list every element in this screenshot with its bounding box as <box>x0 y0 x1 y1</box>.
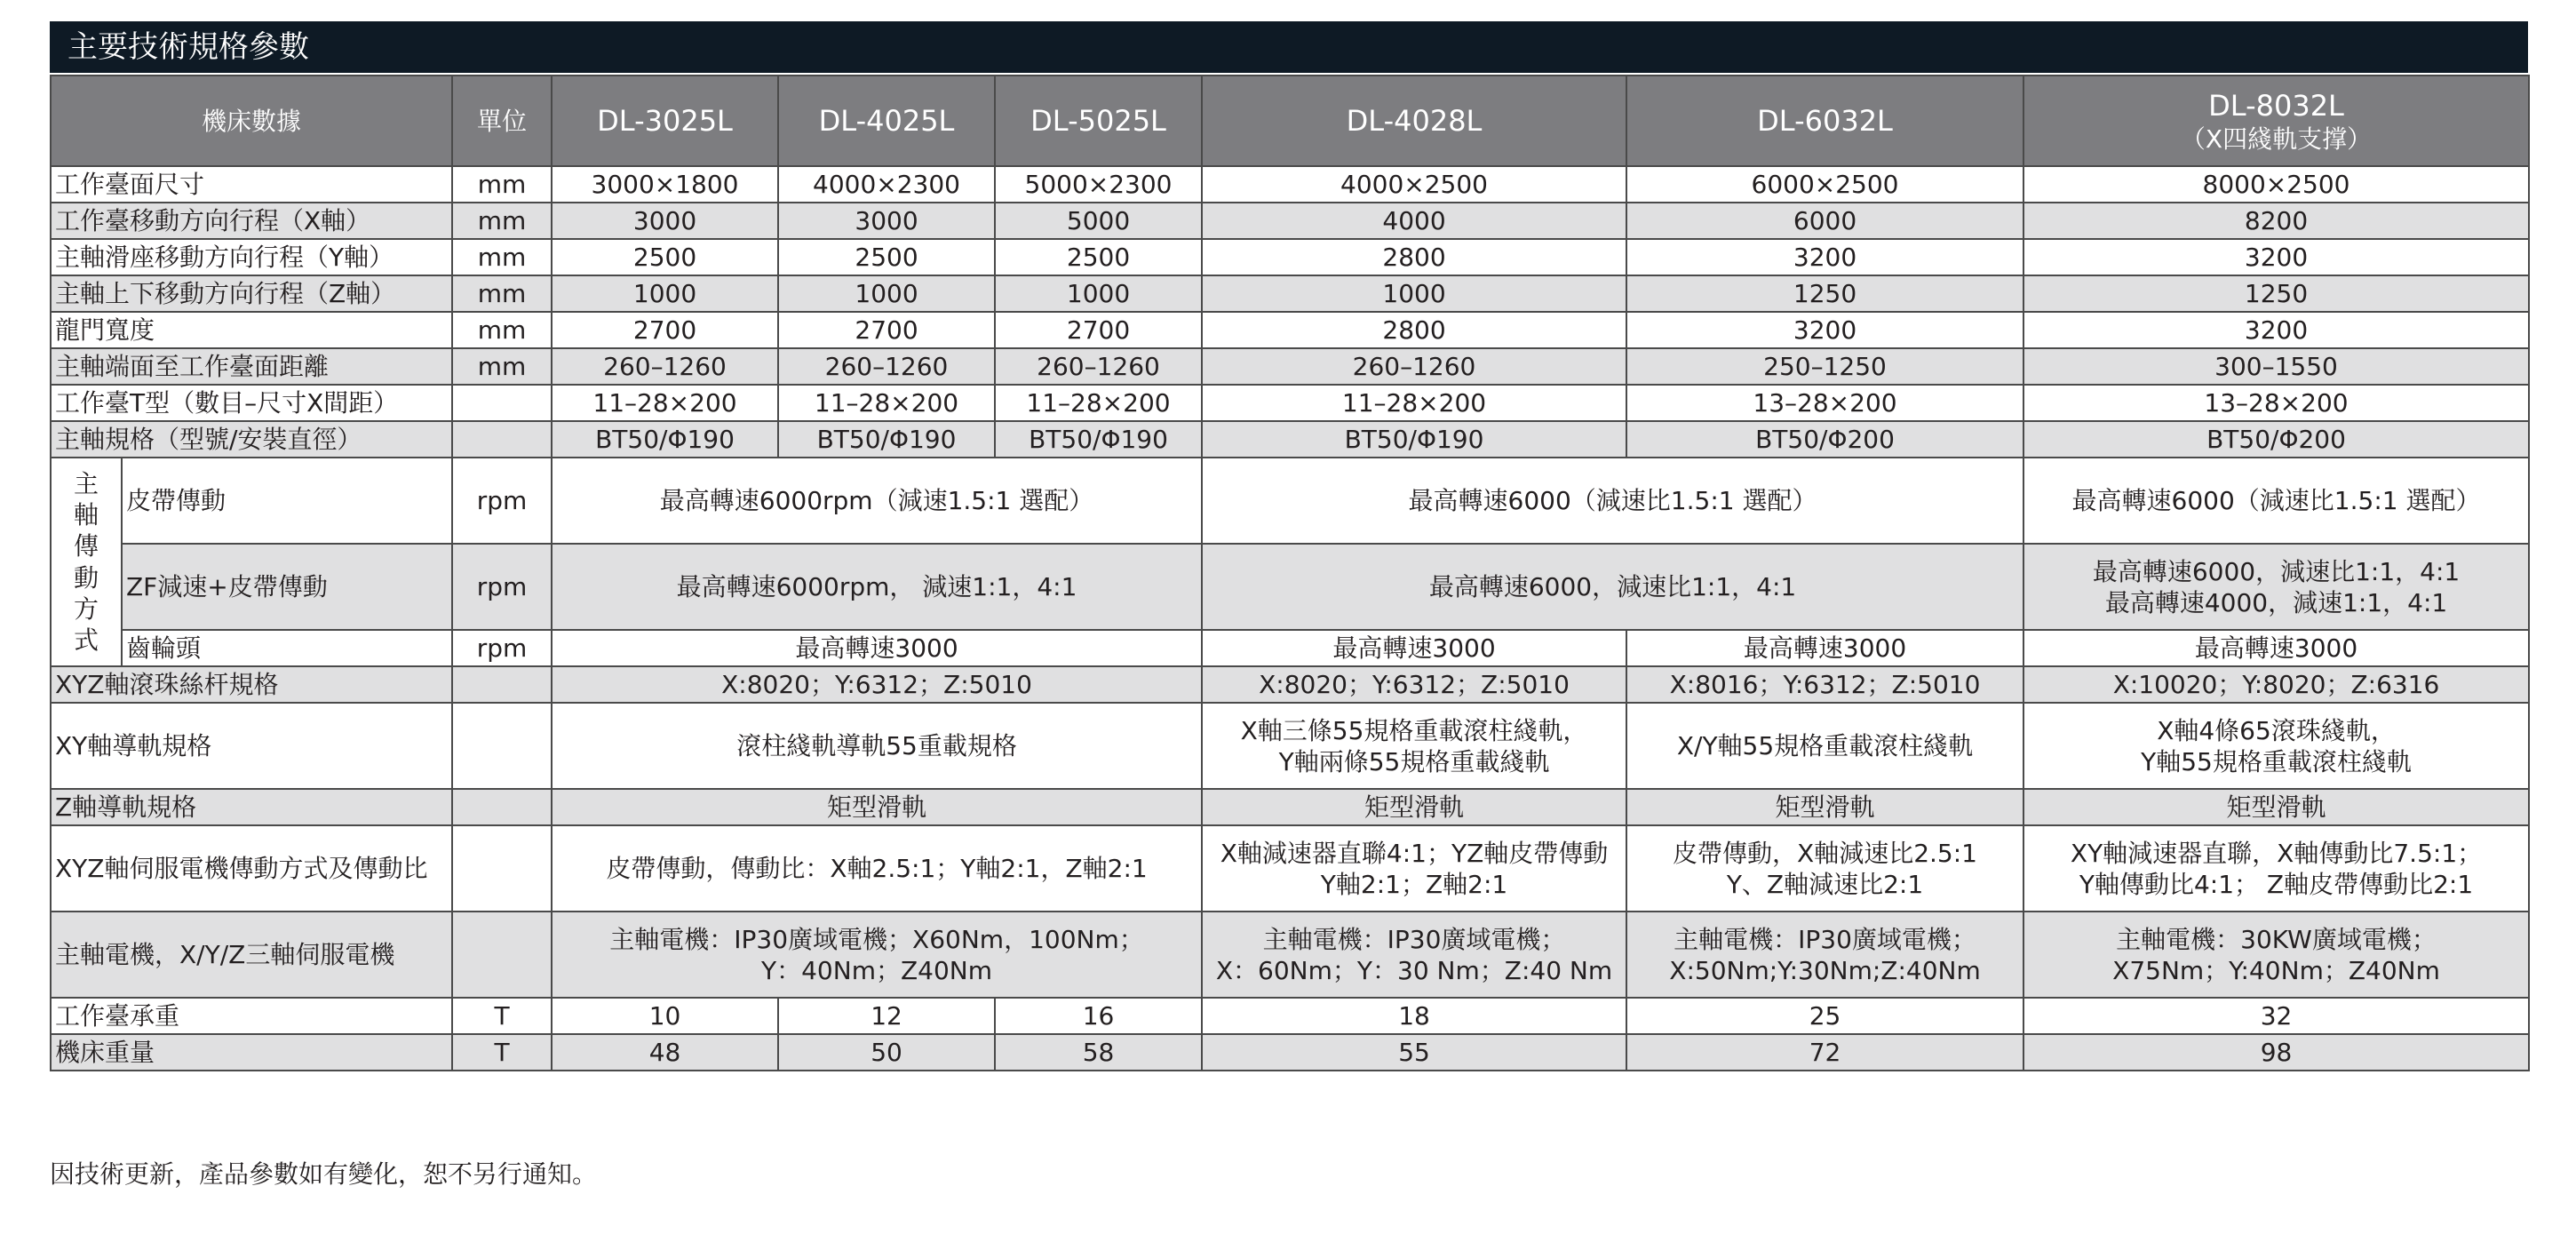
table-row <box>51 789 2529 825</box>
cell-value: 72 <box>1626 1034 2023 1071</box>
table-row <box>51 630 2529 666</box>
row-label: 皮帶傳動 <box>122 458 452 544</box>
row-label: 主軸滑座移動方向行程（Y軸） <box>51 239 452 275</box>
cell-value: 1000 <box>995 275 1202 312</box>
cell-value: 矩型滑軌 <box>1202 789 1626 825</box>
cell-value: 98 <box>2023 1034 2529 1071</box>
cell-line: Y軸2:1；Z軸2:1 <box>1320 869 1508 899</box>
header-model-6 <box>2023 76 2529 166</box>
table-row <box>51 703 2529 789</box>
cell-value: 最高轉速6000rpm， 減速1:1，4:1 <box>552 544 1202 630</box>
cell-value: 50 <box>778 1034 995 1071</box>
drive-group-char: 主 <box>73 468 99 498</box>
cell-value: 300–1550 <box>2023 348 2529 385</box>
cell-value: 最高轉速3000 <box>1202 630 1626 666</box>
cell-value: 矩型滑軌 <box>1626 789 2023 825</box>
cell-value: 最高轉速6000（減速比1.5:1 選配） <box>1202 458 2023 544</box>
cell-line: Y軸傳動比4:1； Z軸皮帶傳動比2:1 <box>2079 869 2474 899</box>
cell-value: 最高轉速6000（減速比1.5:1 選配） <box>2023 458 2529 544</box>
cell-value: 1250 <box>2023 275 2529 312</box>
cell-unit <box>452 825 552 912</box>
section-title: 主要技術規格參數 <box>50 21 2528 73</box>
drive-group-char: 式 <box>73 625 99 656</box>
row-label: 工作臺承重 <box>51 998 452 1034</box>
cell-value: 2500 <box>778 239 995 275</box>
cell-line: Y：40Nm；Z40Nm <box>761 955 993 985</box>
cell-value: 1000 <box>1202 275 1626 312</box>
table-row <box>51 203 2529 239</box>
cell-unit: rpm <box>452 544 552 630</box>
cell-value: 8200 <box>2023 203 2529 239</box>
cell-line: XY軸減速器直聯，X軸傳動比7.5:1； <box>2070 838 2483 868</box>
table-row <box>51 239 2529 275</box>
cell-line: 主軸電機：IP30廣域電機； <box>1262 924 1566 954</box>
cell-value: 最高轉速3000 <box>2023 630 2529 666</box>
cell-value: 12 <box>778 998 995 1034</box>
cell-value: 260–1260 <box>778 348 995 385</box>
table-row <box>51 166 2529 203</box>
cell-value: BT50/Φ190 <box>778 421 995 458</box>
cell-value: 5000 <box>995 203 1202 239</box>
cell-unit <box>452 912 552 998</box>
header-model-6-name: DL-8032L <box>2208 88 2344 123</box>
cell-value: 3200 <box>1626 239 2023 275</box>
table-row <box>51 666 2529 703</box>
cell-value: BT50/Φ190 <box>995 421 1202 458</box>
cell-value <box>1626 825 2023 912</box>
row-label: 工作臺移動方向行程（X軸） <box>51 203 452 239</box>
cell-value: 4000×2500 <box>1202 166 1626 203</box>
cell-value: 13–28×200 <box>1626 385 2023 421</box>
row-label: 龍門寬度 <box>51 312 452 348</box>
cell-value: 最高轉速3000 <box>552 630 1202 666</box>
footnote: 因技術更新，產品參數如有變化，恕不另行通知。 <box>50 1159 598 1189</box>
cell-value: 6000×2500 <box>1626 166 2023 203</box>
cell-line: Y軸兩條55規格重載綫軌 <box>1278 746 1550 776</box>
row-label: XY軸導軌規格 <box>51 703 452 789</box>
cell-value: 3000×1800 <box>552 166 778 203</box>
cell-line: 主軸電機：IP30廣域電機；X60Nm，100Nm； <box>609 924 1144 954</box>
cell-value: 11–28×200 <box>552 385 778 421</box>
cell-unit <box>452 666 552 703</box>
cell-value: 260–1260 <box>995 348 1202 385</box>
cell-value: BT50/Φ200 <box>1626 421 2023 458</box>
cell-value: 8000×2500 <box>2023 166 2529 203</box>
table-row <box>51 912 2529 998</box>
row-label: 工作臺面尺寸 <box>51 166 452 203</box>
cell-line: 最高轉速4000，減速1:1，4:1 <box>2104 587 2448 617</box>
cell-value: 1000 <box>778 275 995 312</box>
table-row <box>51 385 2529 421</box>
cell-value: 1250 <box>1626 275 2023 312</box>
table-row <box>51 312 2529 348</box>
cell-unit: rpm <box>452 458 552 544</box>
cell-line: X75Nm；Y:40Nm；Z40Nm <box>2112 955 2440 985</box>
cell-value: 滾柱綫軌導軌55重載規格 <box>552 703 1202 789</box>
cell-value: 11–28×200 <box>778 385 995 421</box>
table-row <box>51 421 2529 458</box>
cell-value <box>2023 825 2529 912</box>
cell-unit: mm <box>452 166 552 203</box>
table-row <box>51 275 2529 312</box>
cell-unit <box>452 789 552 825</box>
cell-value: 10 <box>552 998 778 1034</box>
cell-unit: mm <box>452 348 552 385</box>
cell-unit <box>452 385 552 421</box>
cell-line: 主軸電機：30KW廣域電機； <box>2116 924 2437 954</box>
header-machine-data: 機床數據 <box>51 76 452 166</box>
row-label: Z軸導軌規格 <box>51 789 452 825</box>
cell-value <box>2023 544 2529 630</box>
table-row <box>51 348 2529 385</box>
cell-value <box>1626 912 2023 998</box>
drive-group-char: 方 <box>73 593 99 624</box>
header-model-3: DL-5025L <box>995 76 1202 166</box>
cell-value: X:8020；Y:6312；Z:5010 <box>552 666 1202 703</box>
cell-value: X:8016；Y:6312；Z:5010 <box>1626 666 2023 703</box>
table-row <box>51 544 2529 630</box>
cell-line: 最高轉速6000，減速比1:1，4:1 <box>2092 556 2461 586</box>
row-label: 主軸端面至工作臺面距離 <box>51 348 452 385</box>
row-label: 主軸上下移動方向行程（Z軸） <box>51 275 452 312</box>
row-label: 主軸規格（型號/安裝直徑） <box>51 421 452 458</box>
cell-value: 48 <box>552 1034 778 1071</box>
header-model-4: DL-4028L <box>1202 76 1626 166</box>
cell-unit: rpm <box>452 630 552 666</box>
cell-line: X軸4條65滾珠綫軌， <box>2157 715 2396 745</box>
cell-value: 4000×2300 <box>778 166 995 203</box>
cell-value: 1000 <box>552 275 778 312</box>
row-label: 主軸電機，X/Y/Z三軸伺服電機 <box>51 912 452 998</box>
header-row <box>51 76 2529 166</box>
cell-value: 3000 <box>552 203 778 239</box>
table-row <box>51 458 2529 544</box>
cell-value: 矩型滑軌 <box>2023 789 2529 825</box>
cell-value: BT50/Φ200 <box>2023 421 2529 458</box>
cell-value: 2500 <box>995 239 1202 275</box>
cell-line: Y軸55規格重載滾柱綫軌 <box>2141 746 2412 776</box>
cell-value: 矩型滑軌 <box>552 789 1202 825</box>
drive-group-char: 軸 <box>73 499 99 529</box>
cell-value: 3200 <box>2023 239 2529 275</box>
header-model-2: DL-4025L <box>778 76 995 166</box>
table-row <box>51 998 2529 1034</box>
drive-group-char: 動 <box>73 562 99 593</box>
cell-unit <box>452 421 552 458</box>
spec-table <box>50 75 2530 1071</box>
cell-value: 250–1250 <box>1626 348 2023 385</box>
table-row <box>51 825 2529 912</box>
cell-line: X軸三條55規格重載滾柱綫軌， <box>1240 715 1588 745</box>
cell-unit: mm <box>452 312 552 348</box>
cell-value: 最高轉速3000 <box>1626 630 2023 666</box>
table-row <box>51 1034 2529 1071</box>
cell-value: 11–28×200 <box>1202 385 1626 421</box>
cell-value: 6000 <box>1626 203 2023 239</box>
cell-value: BT50/Φ190 <box>552 421 778 458</box>
cell-value: X:8020；Y:6312；Z:5010 <box>1202 666 1626 703</box>
cell-value: 260–1260 <box>1202 348 1626 385</box>
cell-unit: mm <box>452 203 552 239</box>
cell-value: 皮帶傳動，傳動比：X軸2.5:1；Y軸2:1，Z軸2:1 <box>552 825 1202 912</box>
cell-value: 2700 <box>995 312 1202 348</box>
cell-line: X軸減速器直聯4:1；YZ軸皮帶傳動 <box>1220 838 1609 868</box>
cell-value: 3200 <box>2023 312 2529 348</box>
cell-value <box>1202 912 1626 998</box>
cell-value: 25 <box>1626 998 2023 1034</box>
drive-group-label <box>51 458 122 666</box>
cell-value: 4000 <box>1202 203 1626 239</box>
cell-line: 皮帶傳動，X軸減速比2.5:1 <box>1673 838 1977 868</box>
cell-value <box>1202 825 1626 912</box>
cell-value: 16 <box>995 998 1202 1034</box>
cell-value: 5000×2300 <box>995 166 1202 203</box>
header-model-1: DL-3025L <box>552 76 778 166</box>
cell-unit: T <box>452 998 552 1034</box>
cell-value: 2800 <box>1202 312 1626 348</box>
cell-value <box>2023 912 2529 998</box>
cell-value: 58 <box>995 1034 1202 1071</box>
cell-value: BT50/Φ190 <box>1202 421 1626 458</box>
cell-value: X/Y軸55規格重載滾柱綫軌 <box>1626 703 2023 789</box>
cell-value: 32 <box>2023 998 2529 1034</box>
cell-value: 11–28×200 <box>995 385 1202 421</box>
header-model-5: DL-6032L <box>1626 76 2023 166</box>
cell-line: Y、Z軸減速比2:1 <box>1726 869 1924 899</box>
cell-value: 2800 <box>1202 239 1626 275</box>
cell-value <box>2023 703 2529 789</box>
cell-value: 13–28×200 <box>2023 385 2529 421</box>
cell-value: 55 <box>1202 1034 1626 1071</box>
cell-value: 18 <box>1202 998 1626 1034</box>
spec-sheet <box>50 21 2528 1071</box>
row-label: XYZ軸伺服電機傳動方式及傳動比 <box>51 825 452 912</box>
cell-value: 2500 <box>552 239 778 275</box>
cell-line: 主軸電機：IP30廣域電機； <box>1674 924 1976 954</box>
cell-unit <box>452 703 552 789</box>
cell-unit: mm <box>452 239 552 275</box>
row-label: XYZ軸滾珠絲杆規格 <box>51 666 452 703</box>
cell-value <box>552 912 1202 998</box>
cell-unit: T <box>452 1034 552 1071</box>
drive-group-char: 傳 <box>73 531 99 561</box>
cell-value: 最高轉速6000rpm（減速1.5:1 選配） <box>552 458 1202 544</box>
row-label: 機床重量 <box>51 1034 452 1071</box>
header-unit: 單位 <box>452 76 552 166</box>
cell-line: X:50Nm;Y:30Nm;Z:40Nm <box>1669 955 1981 985</box>
cell-unit: mm <box>452 275 552 312</box>
row-label: ZF減速+皮帶傳動 <box>122 544 452 630</box>
cell-value <box>1202 703 1626 789</box>
cell-value: 2700 <box>778 312 995 348</box>
cell-line: X：60Nm；Y：30 Nm；Z:40 Nm <box>1215 955 1613 985</box>
header-model-6-note: （X四綫軌支撑） <box>2180 123 2373 154</box>
cell-value: 3000 <box>778 203 995 239</box>
cell-value: X:10020；Y:8020；Z:6316 <box>2023 666 2529 703</box>
cell-value: 3200 <box>1626 312 2023 348</box>
cell-value: 260–1260 <box>552 348 778 385</box>
cell-value: 最高轉速6000，減速比1:1，4:1 <box>1202 544 2023 630</box>
row-label: 工作臺T型（數目–尺寸X間距） <box>51 385 452 421</box>
cell-value: 2700 <box>552 312 778 348</box>
row-label: 齒輪頭 <box>122 630 452 666</box>
